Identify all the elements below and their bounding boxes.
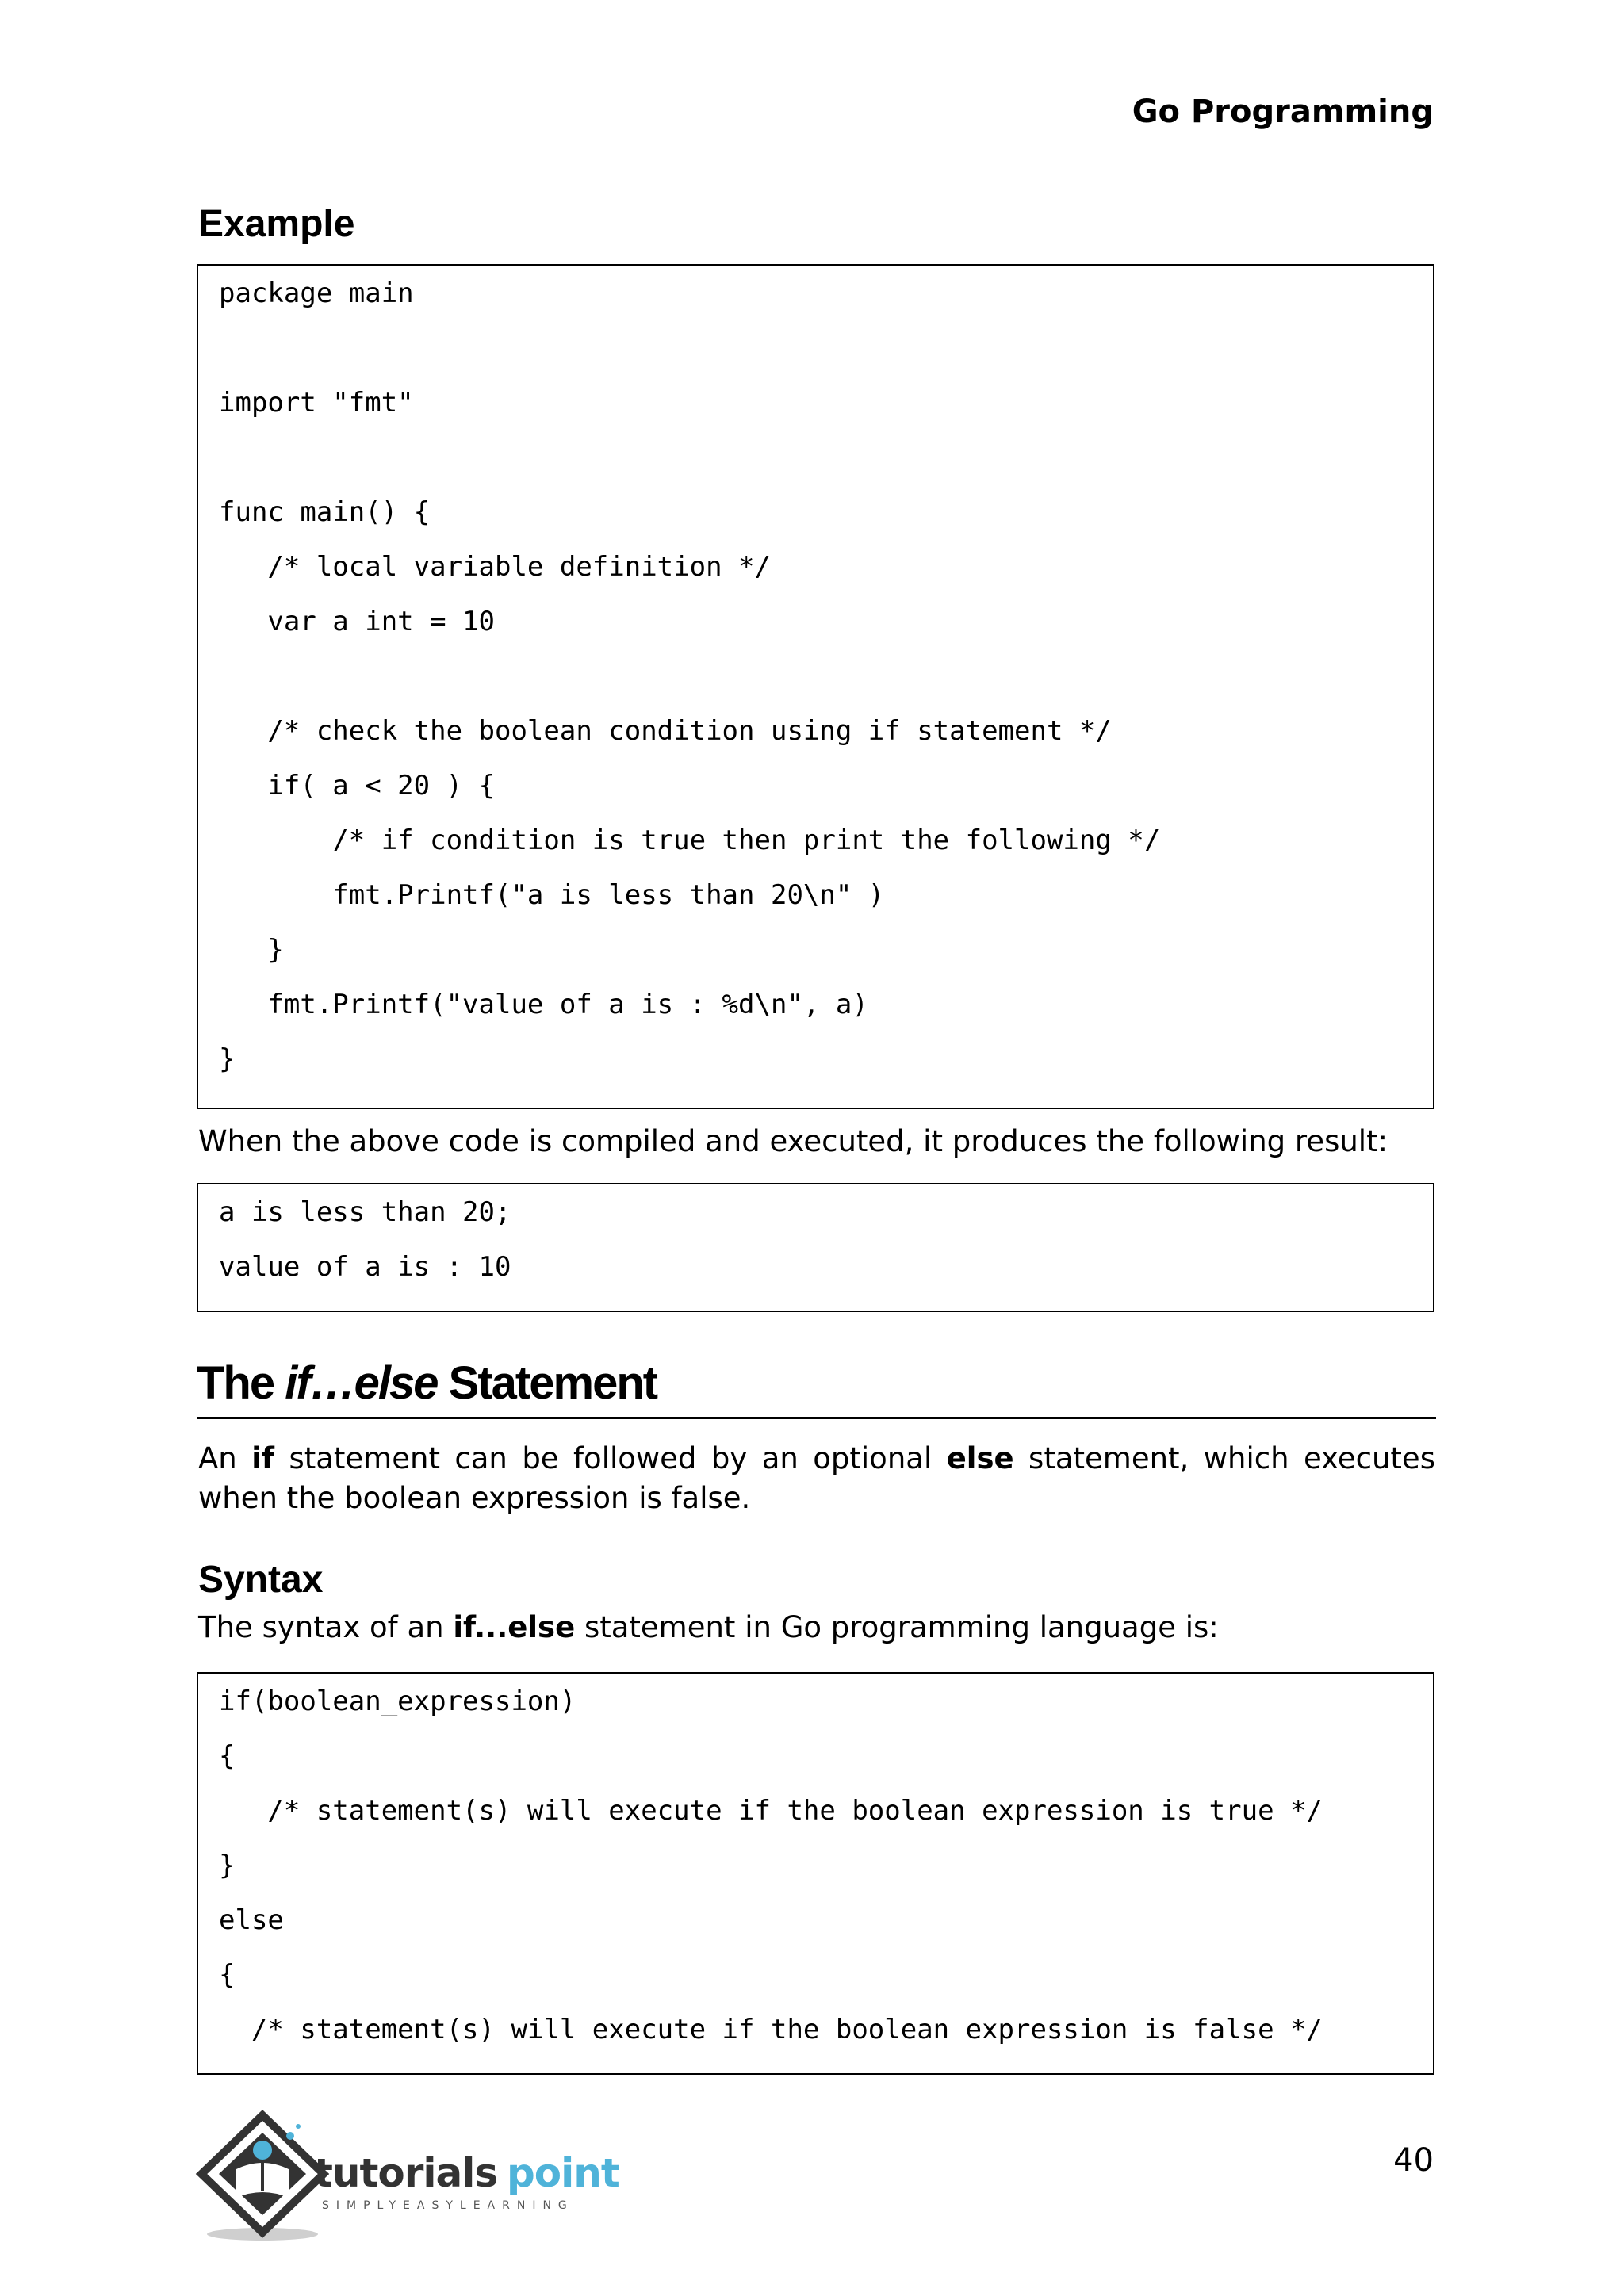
code-line <box>219 335 1414 389</box>
code-line: else <box>219 1904 284 1936</box>
page-number: 40 <box>1393 2142 1434 2179</box>
logo-head-icon <box>253 2141 272 2160</box>
code-line: fmt.Printf("a is less than 20\n" ) <box>219 879 885 911</box>
logo-word-tutorials: tutorials <box>314 2150 498 2196</box>
logo-dot <box>296 2124 301 2129</box>
code-line: /* statement(s) will execute if the boolean expression is false */ <box>219 2014 1323 2045</box>
tutorialspoint-logo <box>195 2109 639 2244</box>
section-title-italic: if…else <box>285 1357 438 1409</box>
running-header: Go Programming <box>1132 94 1434 130</box>
syntax-code-block <box>197 1672 1434 2075</box>
keyword-if-else: if...else <box>453 1610 576 1644</box>
logo-dot <box>286 2132 294 2140</box>
result-output-block <box>197 1183 1434 1312</box>
code-line: if( a < 20 ) { <box>219 770 495 802</box>
text-run: statement, which executes when the boolean expression is false. <box>198 1441 1435 1515</box>
logo-word-point: point <box>507 2150 619 2196</box>
code-line: } <box>219 934 284 966</box>
section-title <box>197 1356 1436 1419</box>
code-line: import "fmt" <box>219 387 414 419</box>
code-line: } <box>219 1850 236 1881</box>
code-line <box>219 663 1414 718</box>
syntax-intro <box>198 1608 1435 1647</box>
keyword-else: else <box>946 1441 1014 1475</box>
code-line: func main() { <box>219 496 431 528</box>
text-run: statement can be followed by an optional <box>274 1441 947 1475</box>
section-title-prefix: The <box>197 1357 285 1409</box>
result-intro: When the above code is compiled and executed, it produces the following result: <box>198 1124 1388 1158</box>
code-line: fmt.Printf("value of a is : %d\n", a) <box>219 989 868 1020</box>
logo-tagline: SIMPLYEASYLEARNING <box>322 2199 574 2212</box>
example-heading: Example <box>198 203 355 245</box>
example-code-block <box>197 264 1434 1109</box>
text-run: The syntax of an <box>198 1610 454 1644</box>
code-line: /* local variable definition */ <box>219 551 771 583</box>
code-line: { <box>219 1959 236 1991</box>
syntax-heading: Syntax <box>198 1559 324 1601</box>
text-run: An <box>198 1441 252 1475</box>
code-line: /* if condition is true then print the following */ <box>219 825 1161 856</box>
section-paragraph <box>198 1439 1435 1518</box>
code-line <box>219 444 1414 499</box>
code-line: package main <box>219 277 414 309</box>
code-line: /* statement(s) will execute if the boolean expression is true */ <box>219 1795 1323 1827</box>
output-line: a is less than 20; <box>219 1196 511 1228</box>
code-line: { <box>219 1740 236 1772</box>
code-line: if(boolean_expression) <box>219 1686 576 1717</box>
section-title-suffix: Statement <box>437 1357 657 1409</box>
code-line: /* check the boolean condition using if statement */ <box>219 715 1112 747</box>
code-line: var a int = 10 <box>219 606 495 637</box>
output-line: value of a is : 10 <box>219 1251 511 1283</box>
text-run: statement in Go programming language is: <box>575 1610 1219 1644</box>
code-line: } <box>219 1043 236 1075</box>
keyword-if: if <box>251 1441 274 1475</box>
